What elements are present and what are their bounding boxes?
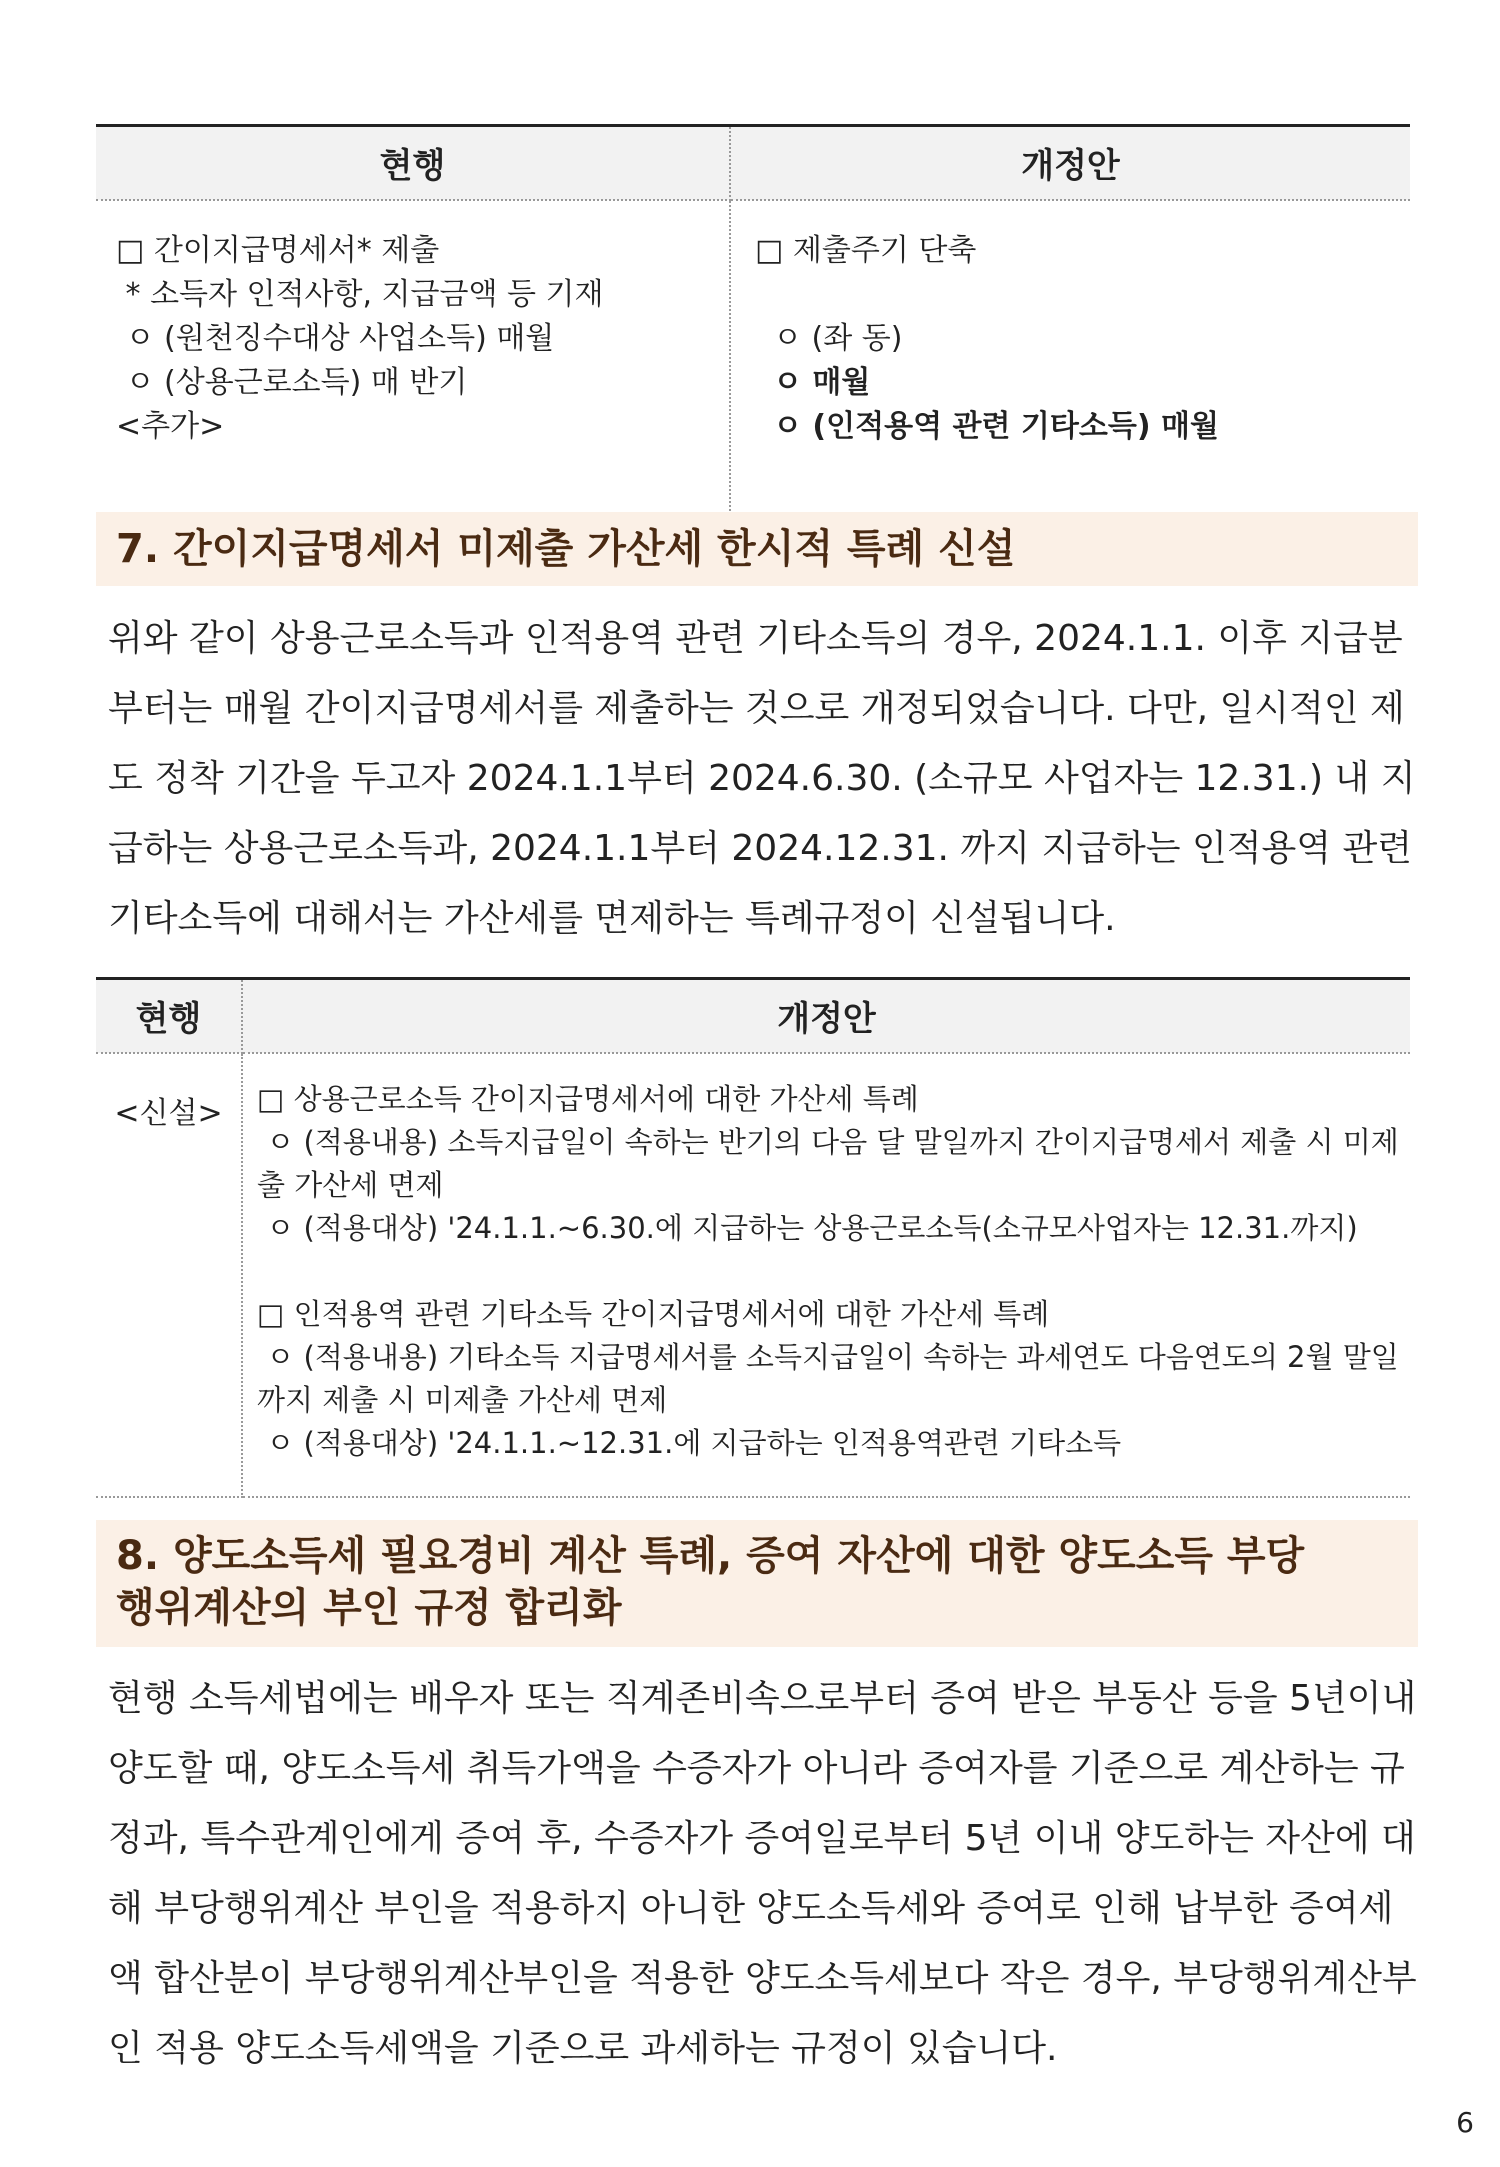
proposed-line: ㅇ (적용내용) 소득지급일이 속하는 반기의 다음 달 말일까지 간이지급명세서 제출 시 미제출 가산세 면제 xyxy=(257,1124,1399,1202)
paragraph-line: 양도할 때, 양도소득세 취득가액을 수증자가 아니라 증여자를 기준으로 계산하는 규 xyxy=(108,1748,1405,1789)
spacer xyxy=(257,1250,1402,1293)
current-line: <추가> xyxy=(116,408,225,444)
paragraph-line: 급하는 상용근로소득과, 2024.1.1부터 2024.12.31. 까지 지급하는 인적용역 관련 xyxy=(108,828,1413,869)
proposed-line: ㅇ (인적용역 관련 기타소득) 매월 xyxy=(773,408,1219,444)
proposed-line: □ 제출주기 단축 xyxy=(755,232,977,268)
current-new-label: <신설> xyxy=(114,1095,223,1131)
proposed-line: □ 인적용역 관련 기타소득 간이지급명세서에 대한 가산세 특례 xyxy=(257,1296,1050,1331)
header-proposed: 개정안 xyxy=(730,126,1410,200)
proposed-line: ㅇ (적용대상) '24.1.1.~6.30.에 지급하는 상용근로소득(소규모사업자는 12.31.까지) xyxy=(257,1210,1358,1245)
section-7-paragraph xyxy=(108,604,1416,954)
proposed-line: ㅇ (적용내용) 기타소득 지급명세서를 소득지급일이 속하는 과세연도 다음연도의 2월 말일까지 제출 시 미제출 가산세 면제 xyxy=(257,1339,1399,1417)
proposed-line: ㅇ (좌 동) xyxy=(773,320,903,356)
section-8-heading xyxy=(96,1520,1418,1647)
paragraph-line: 인 적용 양도소득세액을 기준으로 과세하는 규정이 있습니다. xyxy=(108,2028,1058,2069)
paragraph-line: 도 정착 기간을 두고자 2024.1.1부터 2024.6.30. (소규모 사업자는 12.31.) 내 지 xyxy=(108,758,1416,799)
paragraph-line: 기타소득에 대해서는 가산세를 면제하는 특례규정이 신설됩니다. xyxy=(108,898,1116,939)
proposed-line-blank xyxy=(773,273,1410,317)
header-current: 현행 xyxy=(96,126,730,200)
section-8-heading-line: 8. 양도소득세 필요경비 계산 특례, 증여 자산에 대한 양도소득 부당 xyxy=(116,1533,1305,1579)
proposed-line: ㅇ (적용대상) '24.1.1.~12.31.에 지급하는 인적용역관련 기타소득 xyxy=(257,1425,1122,1460)
current-cell xyxy=(96,200,730,562)
proposed-cell xyxy=(242,1053,1410,1497)
proposed-line: □ 상용근로소득 간이지급명세서에 대한 가산세 특례 xyxy=(257,1081,919,1116)
proposed-cell xyxy=(730,200,1410,562)
proposed-line: ㅇ 매월 xyxy=(773,364,871,400)
header-proposed: 개정안 xyxy=(242,979,1410,1053)
comparison-table-submission-cycle xyxy=(96,124,1410,563)
paragraph-line: 액 합산분이 부당행위계산부인을 적용한 양도소득세보다 작은 경우, 부당행위계산부 xyxy=(108,1958,1417,1999)
paragraph-line: 정과, 특수관계인에게 증여 후, 수증자가 증여일로부터 5년 이내 양도하는 자산에 대 xyxy=(108,1818,1416,1859)
section-8-paragraph xyxy=(108,1664,1417,2084)
table-row xyxy=(96,200,1410,562)
current-cell xyxy=(96,1053,242,1497)
paragraph-line: 부터는 매월 간이지급명세서를 제출하는 것으로 개정되었습니다. 다만, 일시적인 제 xyxy=(108,688,1405,729)
current-line: ㅇ (상용근로소득) 매 반기 xyxy=(116,364,468,400)
current-line: □ 간이지급명세서* 제출 xyxy=(116,232,440,268)
comparison-table-penalty-exemption xyxy=(96,977,1410,1498)
current-line: ㅇ (원천징수대상 사업소득) 매월 xyxy=(116,320,555,356)
section-8-heading-line: 행위계산의 부인 규정 합리화 xyxy=(116,1585,622,1631)
table-row xyxy=(96,1053,1410,1497)
header-current: 현행 xyxy=(96,979,242,1053)
paragraph-line: 위와 같이 상용근로소득과 인적용역 관련 기타소득의 경우, 2024.1.1. 이후 지급분 xyxy=(108,618,1403,659)
table-header-row xyxy=(96,126,1410,200)
table-header-row xyxy=(96,979,1410,1053)
paragraph-line: 현행 소득세법에는 배우자 또는 직계존비속으로부터 증여 받은 부동산 등을 5년이내 xyxy=(108,1678,1417,1719)
section-7-heading: 7. 간이지급명세서 미제출 가산세 한시적 특례 신설 xyxy=(96,512,1418,586)
page-number: 6 xyxy=(1456,2106,1474,2139)
paragraph-line: 해 부당행위계산 부인을 적용하지 아니한 양도소득세와 증여로 인해 납부한 증여세 xyxy=(108,1888,1394,1929)
current-line: * 소득자 인적사항, 지급금액 등 기재 xyxy=(116,276,604,312)
